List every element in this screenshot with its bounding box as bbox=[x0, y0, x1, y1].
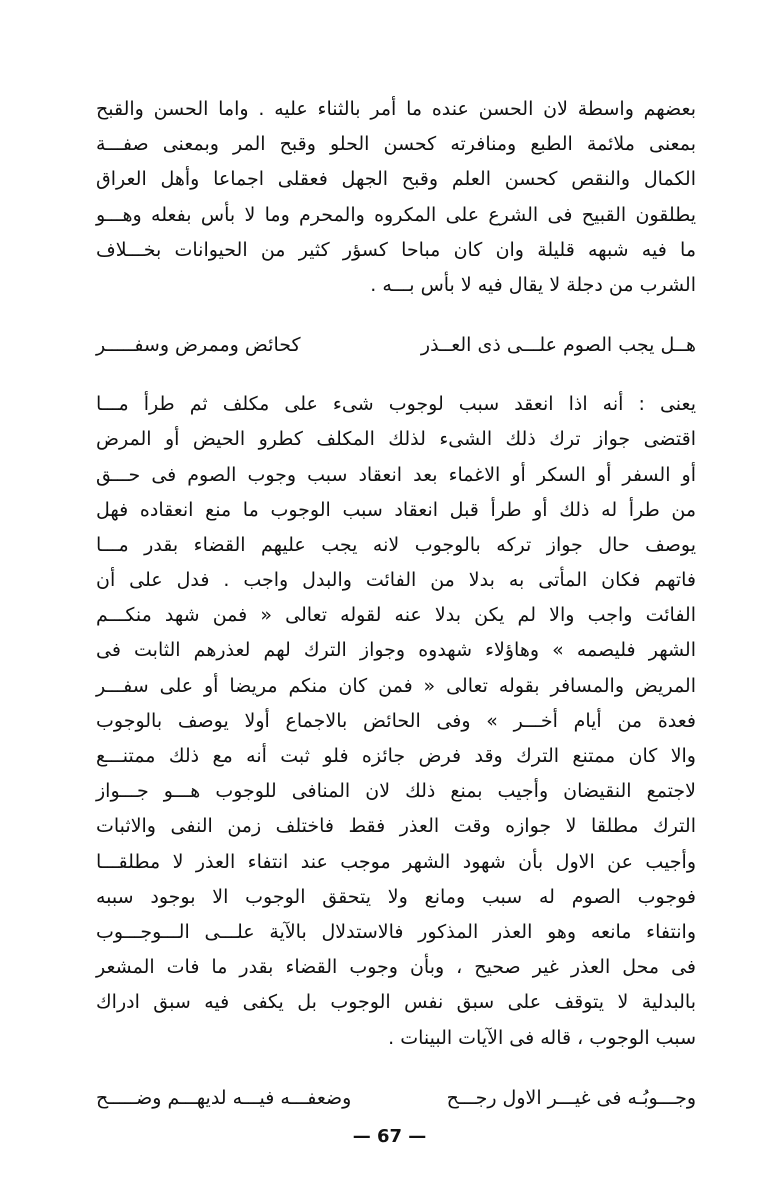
text-line: الشهر فليصمه » وهاؤلاء شهدوه وجواز الترك لهم لعذرهم الثابت فى bbox=[96, 639, 696, 662]
text-line: الترك مطلقا لا جوازه وقت العذر فقط فاختلف زمن النفى والاثبات bbox=[96, 815, 696, 838]
verse-first-hemistich: هــل يجب الصوم علـــى ذى العــذر bbox=[420, 334, 696, 357]
text-line: الفائت واجب والا لم يكن بدلا عنه لقوله تعالى « فمن شهد منكـــم bbox=[96, 604, 696, 627]
text-line: وانتفاء مانعه وهو العذر المذكور فالاستدلال بالآية علـــى الـــوجـــوب bbox=[96, 920, 696, 943]
verse-line bbox=[96, 327, 696, 363]
text-line: المريض والمسافر بقوله تعالى « فمن كان منكم مريضا أو على سفـــر bbox=[96, 674, 696, 697]
text-line: ما فيه شبهه قليلة وان كان مباحا كسؤر كثير من الحيوانات بخـــلاف bbox=[96, 238, 696, 261]
text-line: يعنى : أنه اذا انعقد سبب لوجوب شىء على مكلف ثم طرأ مـــا bbox=[96, 393, 696, 416]
text-line: الكمال والنقص كحسن العلم وقبح الجهل فعقلى اجماعا وأهل العراق bbox=[96, 168, 696, 191]
text-line: يطلقون القبيح فى الشرع على المكروه والمحرم وما لا بأس بفعله وهـــو bbox=[96, 203, 696, 226]
text-line: سبب الوجوب ، قاله فى الآيات البينات . bbox=[388, 1026, 696, 1049]
document-page bbox=[96, 92, 696, 1116]
text-line: بالبدلية لا يتوقف على سبق نفس الوجوب بل يكفى فيه سبق ادراك bbox=[96, 991, 696, 1014]
text-line: بمعنى ملائمة الطبع ومنافرته كحسن الحلو وقبح المر وبمعنى صفـــة bbox=[96, 133, 696, 156]
page-number: — 67 — bbox=[352, 1126, 427, 1147]
text-line: وأجيب عن الاول بأن شهود الشهر موجب عند انتفاء العذر لا مطلقـــا bbox=[96, 850, 696, 873]
text-line: فعدة من أيام أخـــر » وفى الحائض بالاجماع أولا يوصف بالوجوب bbox=[96, 709, 696, 732]
text-line: بعضهم واسطة لان الحسن عنده ما أمر بالثناء عليه . واما الحسن والقبح bbox=[96, 98, 696, 120]
text-line: فاتهم فكان المأتى به بدلا من الفائت والبدل واجب . فدل على أن bbox=[96, 569, 696, 592]
text-line: اقتضى جواز ترك ذلك الشىء لذلك المكلف كطرو الحيض أو المرض bbox=[96, 428, 696, 451]
text-line: الشرب من دجلة لا يقال فيه لا بأس بـــه . bbox=[370, 273, 696, 296]
text-line: فى محل العذر غير صحيح ، وبأن وجوب القضاء بقدر ما فات المشعر bbox=[96, 956, 696, 979]
text-line: لاجتمع النقيضان وأجيب بمنع ذلك لان المنافى للوجوب هـــو جـــواز bbox=[96, 780, 696, 803]
text-line: والا كان ممتنع الترك وقد فرض جائزه فلو ثبت أنه مع ذلك ممتنـــع bbox=[96, 745, 696, 767]
text-line: يوصف حال جواز تركه بالوجوب لانه يجب عليهم القضاء بقدر مـــا bbox=[96, 533, 696, 556]
verse-second-hemistich: وضعفـــه فيـــه لديهـــم وضـــــح bbox=[96, 1086, 352, 1109]
verse-second-hemistich: كحائض وممرض وسفـــــر bbox=[96, 334, 301, 357]
verse-line bbox=[96, 1080, 696, 1116]
text-line: فوجوب الصوم له سبب ومانع ولا يتحقق الوجوب الا بوجود سببه bbox=[96, 885, 696, 908]
text-line: أو السفر أو السكر أو الاغماء بعد انعقاد سبب وجوب الصوم فى حـــق bbox=[96, 463, 696, 486]
text-line: من طرأ له ذلك أو طرأ قبل انعقاد سبب الوجوب ما منع انعقاده فهل bbox=[96, 498, 696, 521]
verse-first-hemistich: وجـــوبُـه فى غيـــر الاول رجـــح bbox=[446, 1086, 696, 1109]
